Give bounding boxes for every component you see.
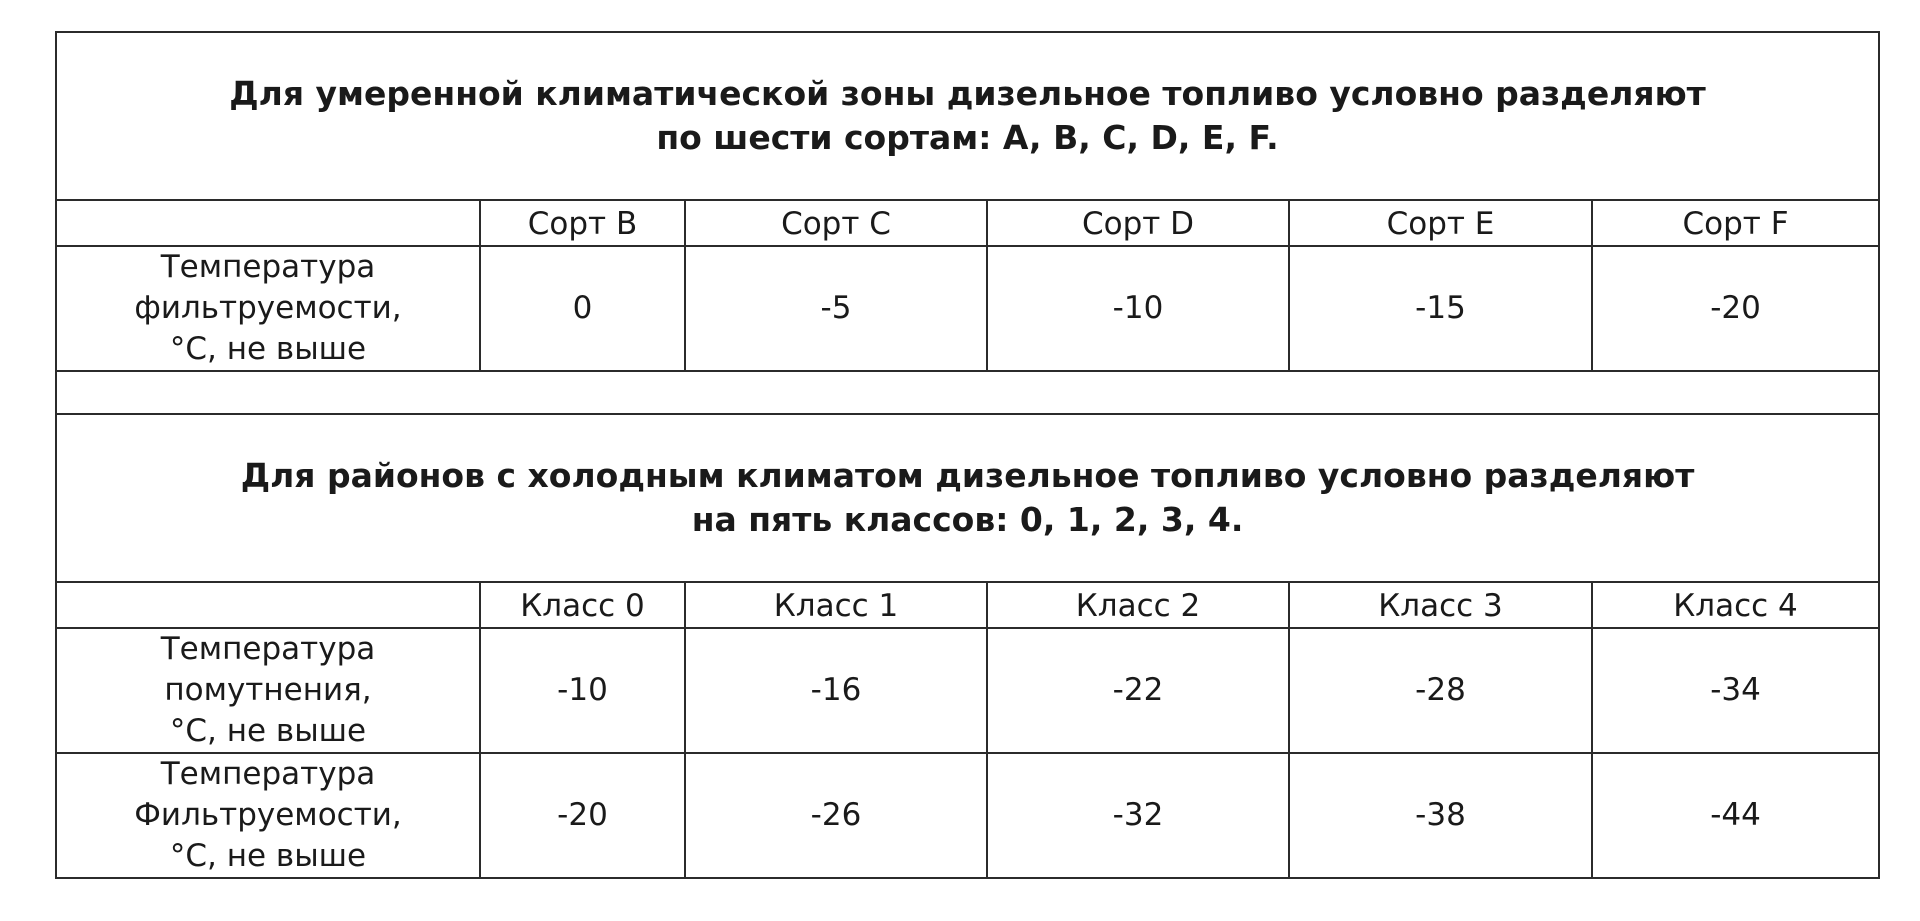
row-label-line: °С, не выше <box>169 331 367 367</box>
value-cell: -26 <box>685 753 987 878</box>
table-row <box>56 628 1879 753</box>
column-header-row <box>56 582 1879 628</box>
value-cell: -32 <box>987 753 1289 878</box>
spacer-cell <box>56 371 1879 414</box>
value-cell: 0 <box>480 246 685 371</box>
spacer-row <box>56 371 1879 414</box>
value-cell: -44 <box>1592 753 1879 878</box>
column-header: Класс 1 <box>685 582 987 628</box>
column-header: Класс 2 <box>987 582 1289 628</box>
column-header: Класс 4 <box>1592 582 1879 628</box>
value-cell: -10 <box>480 628 685 753</box>
value-cell: -10 <box>987 246 1289 371</box>
title-line: по шести сортам: A, B, C, D, E, F. <box>656 118 1279 157</box>
column-header: Сорт D <box>987 200 1289 246</box>
table-row <box>56 753 1879 878</box>
row-label <box>56 753 480 878</box>
section-title-row <box>56 32 1879 200</box>
row-label <box>56 628 480 753</box>
column-header: Класс 3 <box>1289 582 1592 628</box>
value-cell: -5 <box>685 246 987 371</box>
value-cell: -28 <box>1289 628 1592 753</box>
section-title-row <box>56 414 1879 582</box>
row-label-line: Фильтруемости, <box>134 797 402 833</box>
row-label-line: °С, не выше <box>169 838 367 874</box>
column-header: Класс 0 <box>480 582 685 628</box>
title-line: на пять классов: 0, 1, 2, 3, 4. <box>691 500 1244 539</box>
row-label-line: помутнения, <box>164 672 372 708</box>
empty-header-cell <box>56 200 480 246</box>
column-header: Сорт B <box>480 200 685 246</box>
value-cell: -34 <box>1592 628 1879 753</box>
section-title-temperate <box>56 32 1879 200</box>
column-header-row <box>56 200 1879 246</box>
column-header: Сорт E <box>1289 200 1592 246</box>
row-label-line: Температура <box>160 756 376 792</box>
row-label-line: фильтруемости, <box>134 290 402 326</box>
row-label <box>56 246 480 371</box>
value-cell: -20 <box>1592 246 1879 371</box>
column-header: Сорт C <box>685 200 987 246</box>
title-line: Для районов с холодным климатом дизельное топливо условно разделяют <box>240 456 1695 495</box>
row-label-line: Температура <box>160 631 376 667</box>
table-row <box>56 246 1879 371</box>
empty-header-cell <box>56 582 480 628</box>
value-cell: -38 <box>1289 753 1592 878</box>
diesel-fuel-table <box>55 31 1880 879</box>
column-header: Сорт F <box>1592 200 1879 246</box>
row-label-line: Температура <box>160 249 376 285</box>
value-cell: -16 <box>685 628 987 753</box>
row-label-line: °С, не выше <box>169 713 367 749</box>
title-line: Для умеренной климатической зоны дизельное топливо условно разделяют <box>229 74 1706 113</box>
value-cell: -20 <box>480 753 685 878</box>
value-cell: -15 <box>1289 246 1592 371</box>
value-cell: -22 <box>987 628 1289 753</box>
section-title-cold <box>56 414 1879 582</box>
